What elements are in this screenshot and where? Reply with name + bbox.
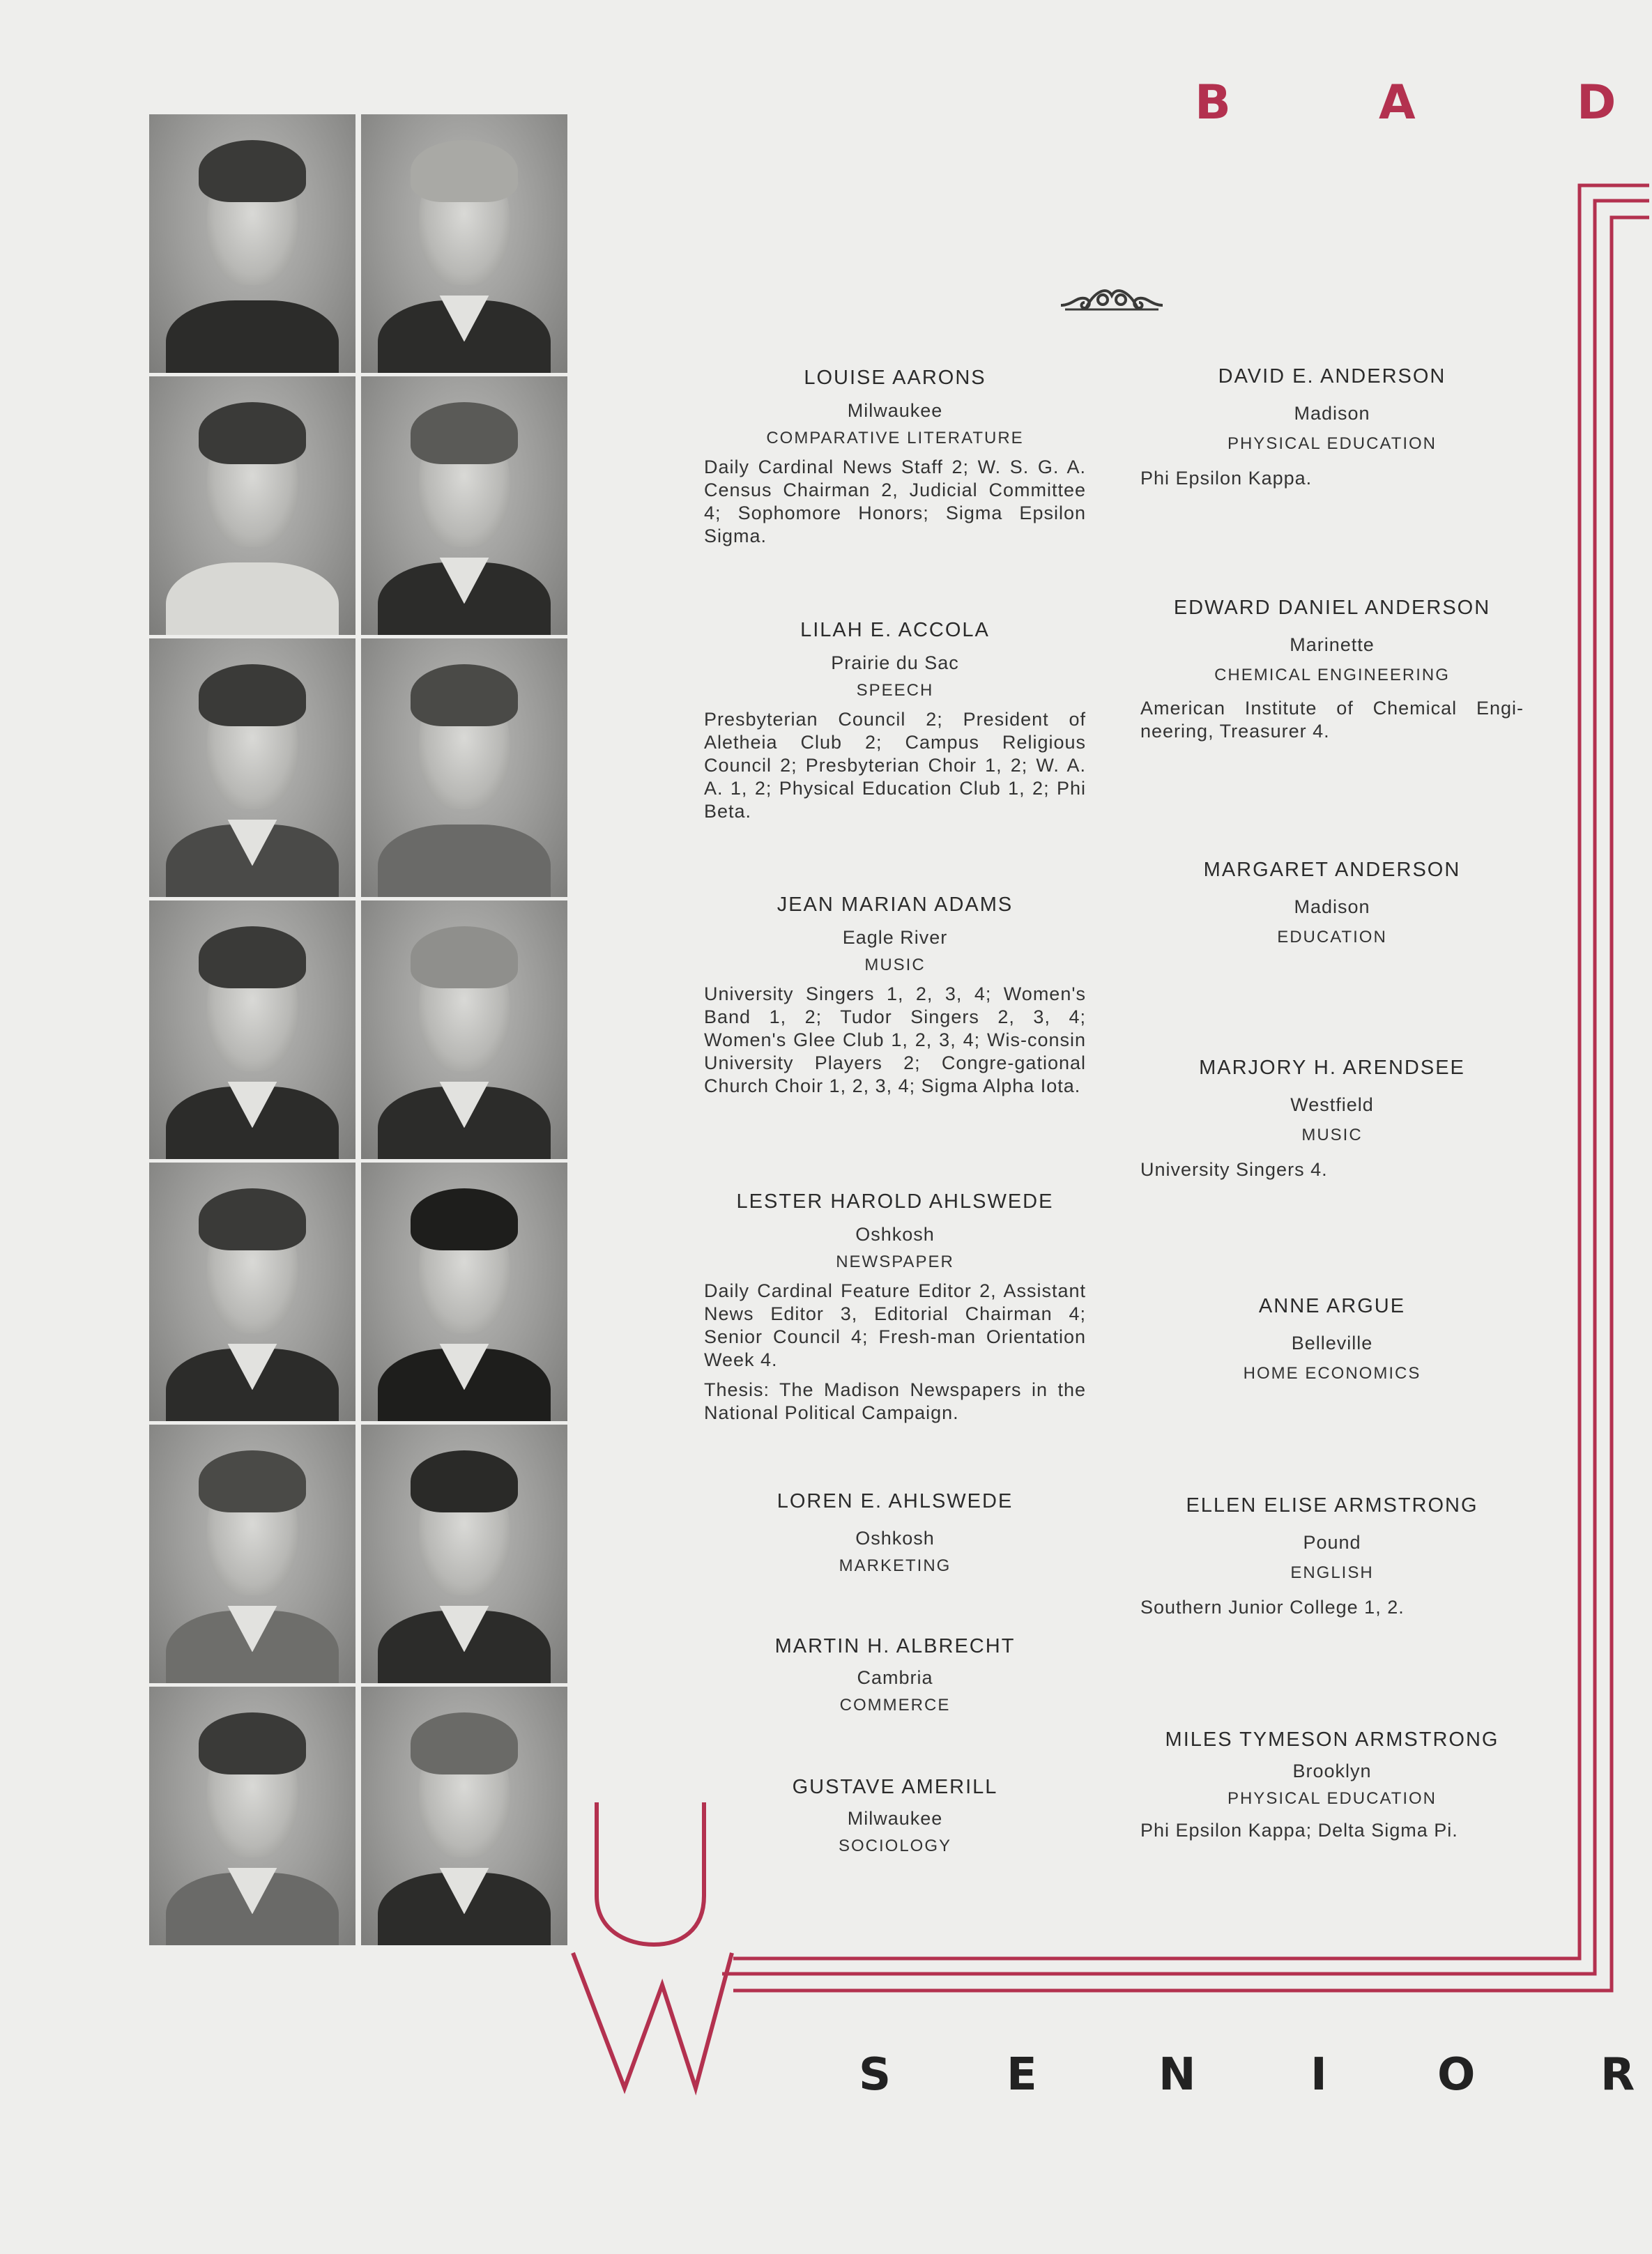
senior-entry (1140, 1294, 1524, 1384)
senior-entry (1140, 1727, 1524, 1842)
senior-major: CHEMICAL ENGINEERING (1214, 666, 1450, 684)
senior-activities: University Singers 4. (1140, 1159, 1328, 1180)
senior-entry (1140, 857, 1524, 948)
monogram-w-icon (573, 1953, 732, 2088)
senior-activities: Daily Cardinal News Staff 2; W. S. G. A. Census Chairman 2, Judicial Committee 4; Sophomore Honors; Sigma Epsilon Sigma. (704, 457, 1086, 546)
footer-letter-s: S (859, 2049, 892, 2101)
senior-major: SOCIOLOGY (838, 1837, 952, 1855)
senior-town: Madison (1294, 403, 1370, 424)
senior-entry (1140, 1493, 1524, 1619)
senior-activities: Phi Epsilon Kappa. (1140, 468, 1313, 489)
senior-entry (1140, 1055, 1524, 1181)
senior-major: PHYSICAL EDUCATION (1227, 1789, 1437, 1808)
senior-activities: Presbyterian Council 2; President of Aletheia Club 2; Campus Religious Council 2; Presbyterian Choir 1, 2; W. A. A. 1, 2; Physical Education Club 1, 2; Phi Beta. (704, 709, 1086, 822)
senior-town: Marinette (1290, 634, 1375, 655)
portrait-photo (149, 638, 355, 897)
senior-activities: Southern Junior College 1, 2. (1140, 1597, 1405, 1618)
senior-town: Madison (1294, 896, 1370, 917)
senior-major: COMPARATIVE LITERATURE (766, 429, 1024, 447)
senior-town: Milwaukee (847, 400, 943, 421)
footer-letter-e: E (1007, 2049, 1037, 2101)
portrait-photo (361, 114, 567, 373)
senior-activities: University Singers 1, 2, 3, 4; Women's Band 1, 2; Tudor Singers 2, 3, 4; Women's Glee Club 1, 2, 3, 4; Wis-consin University Players 2; Congre-gational Church Choir 1, 2, 3, 4; Sigma Alpha Iota. (704, 983, 1086, 1096)
portrait-photo (361, 638, 567, 897)
senior-town: Pound (1303, 1532, 1361, 1553)
portrait-photo (361, 1163, 567, 1421)
senior-entry (704, 1489, 1086, 1577)
senior-name: LOREN E. AHLSWEDE (777, 1490, 1014, 1512)
senior-town: Milwaukee (847, 1808, 943, 1829)
senior-activities: Daily Cardinal Feature Editor 2, Assistant News Editor 3, Editorial Chairman 4; Senior Council 4; Fresh-man Orientation Week 4. (704, 1280, 1086, 1370)
senior-major: ENGLISH (1290, 1563, 1374, 1582)
senior-major: MUSIC (1301, 1126, 1363, 1144)
monogram-u-icon (597, 1802, 704, 1945)
senior-name: LILAH E. ACCOLA (800, 619, 990, 641)
senior-name: MARGARET ANDERSON (1203, 859, 1461, 881)
senior-entry (704, 365, 1086, 548)
portrait-photo (361, 1425, 567, 1683)
senior-town: Prairie du Sac (831, 652, 959, 673)
portrait-photo (149, 900, 355, 1159)
senior-entry (704, 1774, 1086, 1857)
header-letter-b: B (1195, 75, 1231, 130)
senior-town: Cambria (857, 1667, 933, 1688)
portrait-grid (149, 114, 569, 1947)
senior-town: Oshkosh (855, 1224, 935, 1245)
senior-entry (704, 892, 1086, 1098)
portrait-photo (361, 1687, 567, 1945)
senior-entry (704, 1634, 1086, 1716)
senior-name: JEAN MARIAN ADAMS (777, 894, 1014, 916)
senior-town: Eagle River (842, 927, 948, 948)
senior-name: LOUISE AARONS (804, 367, 986, 389)
scroll-ornament-icon (1058, 277, 1165, 316)
senior-name: MARTIN H. ALBRECHT (774, 1635, 1016, 1657)
portrait-photo (149, 1163, 355, 1421)
senior-name: MARJORY H. ARENDSEE (1199, 1057, 1465, 1079)
footer-letter-n: N (1158, 2049, 1196, 2101)
footer-letter-o: O (1437, 2049, 1476, 2101)
senior-major: PHYSICAL EDUCATION (1227, 434, 1437, 453)
senior-name: EDWARD DANIEL ANDERSON (1173, 597, 1491, 619)
senior-major: COMMERCE (839, 1696, 951, 1715)
senior-name: DAVID E. ANDERSON (1218, 365, 1446, 388)
senior-town: Brooklyn (1292, 1761, 1372, 1781)
portrait-photo (361, 900, 567, 1159)
portrait-photo (149, 1425, 355, 1683)
senior-major: NEWSPAPER (836, 1252, 954, 1271)
senior-town: Oshkosh (855, 1528, 935, 1549)
senior-major: SPEECH (856, 681, 934, 700)
senior-name: GUSTAVE AMERILL (792, 1776, 998, 1798)
senior-activities: American Institute of Chemical Engi-neering, Treasurer 4. (1140, 698, 1524, 742)
senior-major: MUSIC (864, 956, 926, 974)
senior-major: EDUCATION (1277, 928, 1387, 946)
portrait-photo (361, 376, 567, 635)
portrait-photo (149, 1687, 355, 1945)
senior-thesis: Thesis: The Madison Newspapers in the National Political Campaign. (704, 1379, 1086, 1423)
senior-entry (1140, 364, 1524, 490)
portrait-photo (149, 114, 355, 373)
header-letter-d: D (1577, 75, 1616, 130)
header-letter-a: A (1379, 75, 1416, 130)
senior-town: Westfield (1290, 1094, 1374, 1115)
senior-entry (704, 1189, 1086, 1425)
senior-entry (1140, 595, 1524, 743)
senior-name: ELLEN ELISE ARMSTRONG (1186, 1494, 1478, 1517)
senior-major: HOME ECONOMICS (1243, 1364, 1421, 1383)
portrait-photo (149, 376, 355, 635)
footer-letter-r: R (1600, 2049, 1635, 2101)
senior-town: Belleville (1291, 1333, 1373, 1354)
senior-activities: Phi Epsilon Kappa; Delta Sigma Pi. (1140, 1820, 1458, 1841)
senior-name: MILES TYMESON ARMSTRONG (1165, 1728, 1499, 1751)
senior-name: LESTER HAROLD AHLSWEDE (736, 1190, 1054, 1213)
senior-entry (704, 618, 1086, 823)
senior-name: ANNE ARGUE (1258, 1295, 1406, 1317)
senior-major: MARKETING (839, 1556, 951, 1575)
footer-letter-i: I (1310, 2049, 1327, 2101)
